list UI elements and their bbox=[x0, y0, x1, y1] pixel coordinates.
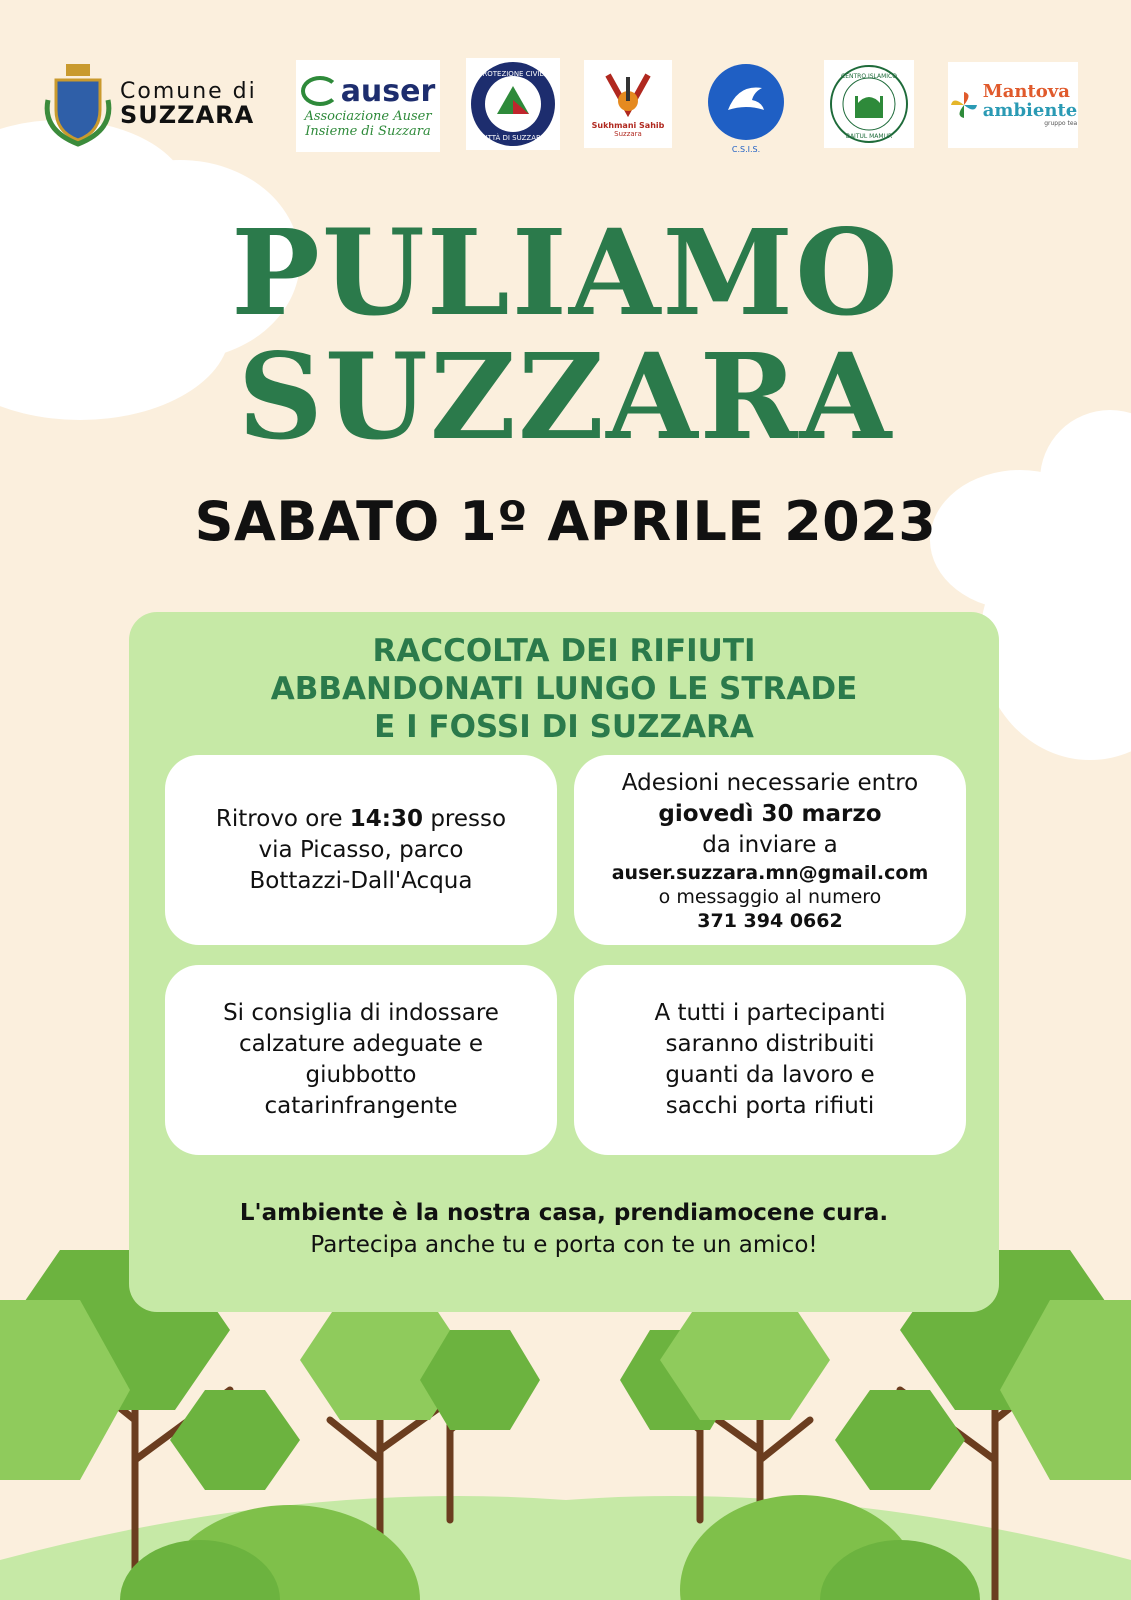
csis-logo bbox=[706, 58, 786, 154]
logo-text-suzzara: SUZZARA bbox=[120, 100, 255, 129]
centro-islamico-bottom-text: BAITUL MAMUR bbox=[845, 133, 893, 140]
logo-text-mantova: Mantova bbox=[982, 80, 1070, 102]
advice-line-2: calzature adeguate e bbox=[238, 1031, 484, 1057]
pinwheel-icon bbox=[949, 90, 979, 120]
panel-heading-line-2: ABBANDONATI LUNGO LE STRADE bbox=[270, 671, 858, 707]
distribution-card bbox=[574, 965, 966, 1155]
logo-text-sukhmani-suzzara: Suzzara bbox=[614, 129, 642, 138]
advice-line-1: Si consiglia di indossare bbox=[223, 1000, 499, 1026]
logo-text-ambiente: ambiente bbox=[982, 99, 1078, 121]
coat-of-arms-icon bbox=[42, 60, 114, 148]
meeting-line-1 bbox=[216, 804, 506, 835]
protezione-civile-emblem-icon bbox=[469, 60, 557, 148]
registration-card bbox=[574, 755, 966, 945]
comune-di-suzzara-logo bbox=[42, 58, 276, 150]
logo-text-insieme: Insieme di Suzzara bbox=[305, 123, 431, 139]
advice-line-3: giubbotto bbox=[305, 1062, 417, 1088]
auser-swirl-icon bbox=[301, 76, 339, 106]
protezione-civile-top-text: PROTEZIONE CIVILE bbox=[478, 70, 548, 78]
csis-text: C.S.I.S. bbox=[731, 145, 761, 154]
protezione-civile-logo bbox=[466, 58, 560, 150]
advice-card bbox=[165, 965, 557, 1155]
advice-line-4: catarinfrangente bbox=[264, 1093, 458, 1119]
registration-email[interactable]: auser.suzzara.mn@gmail.com bbox=[611, 861, 929, 884]
protezione-civile-bottom-text: CITTÀ DI SUZZARA bbox=[480, 134, 546, 142]
sukhmani-emblem-icon bbox=[600, 71, 656, 121]
mantova-ambiente-logo bbox=[948, 62, 1078, 148]
panel-heading bbox=[129, 632, 999, 746]
logo-text-associazione: Associazione Auser bbox=[304, 108, 432, 124]
centro-islamico-logo bbox=[824, 60, 914, 148]
footer-slogan: L'ambiente è la nostra casa, prendiamocene cura. bbox=[239, 1200, 889, 1226]
centro-islamico-top-text: CENTRO ISLAMICO bbox=[841, 73, 897, 80]
centro-islamico-emblem-icon bbox=[827, 62, 911, 146]
registration-line-5: o messaggio al numero bbox=[658, 885, 882, 908]
meeting-line-3: Bottazzi-Dall'Acqua bbox=[249, 867, 473, 894]
meeting-card bbox=[165, 755, 557, 945]
panel-heading-line-1: RACCOLTA DEI RIFIUTI bbox=[372, 633, 756, 669]
event-date: SABATO 1º APRILE 2023 bbox=[194, 490, 937, 553]
logo-text-comune: Comune di bbox=[120, 78, 257, 104]
logo-text-sukhmani: Sukhmani Sahib bbox=[591, 120, 665, 130]
sukhmani-sahib-logo bbox=[584, 60, 672, 148]
title-line-2: SUZZARA bbox=[237, 327, 894, 466]
auser-logo bbox=[296, 60, 440, 152]
meeting-time: 14:30 bbox=[349, 805, 424, 832]
registration-line-3: da inviare a bbox=[702, 831, 838, 858]
logo-text-auser: auser bbox=[340, 73, 436, 109]
distribution-line-4: sacchi porta rifiuti bbox=[665, 1093, 875, 1119]
logo-text-gruppo-tea: gruppo tea bbox=[1044, 119, 1078, 127]
meeting-line-2: via Picasso, parco bbox=[258, 836, 464, 863]
panel-heading-line-3: E I FOSSI DI SUZZARA bbox=[374, 709, 754, 745]
meeting-pre: Ritrovo ore bbox=[215, 805, 350, 832]
registration-line-1: Adesioni necessarie entro bbox=[621, 769, 919, 796]
footer-invite: Partecipa anche tu e porta con te un amico! bbox=[310, 1232, 818, 1258]
registration-deadline: giovedì 30 marzo bbox=[658, 800, 882, 827]
title-line-1: PULIAMO bbox=[231, 203, 900, 342]
csis-dove-icon bbox=[706, 58, 786, 154]
meeting-post: presso bbox=[423, 805, 507, 832]
registration-phone[interactable]: 371 394 0662 bbox=[697, 909, 843, 932]
distribution-line-1: A tutti i partecipanti bbox=[654, 1000, 886, 1026]
distribution-line-3: guanti da lavoro e bbox=[665, 1062, 875, 1088]
distribution-line-2: saranno distribuiti bbox=[665, 1031, 875, 1057]
